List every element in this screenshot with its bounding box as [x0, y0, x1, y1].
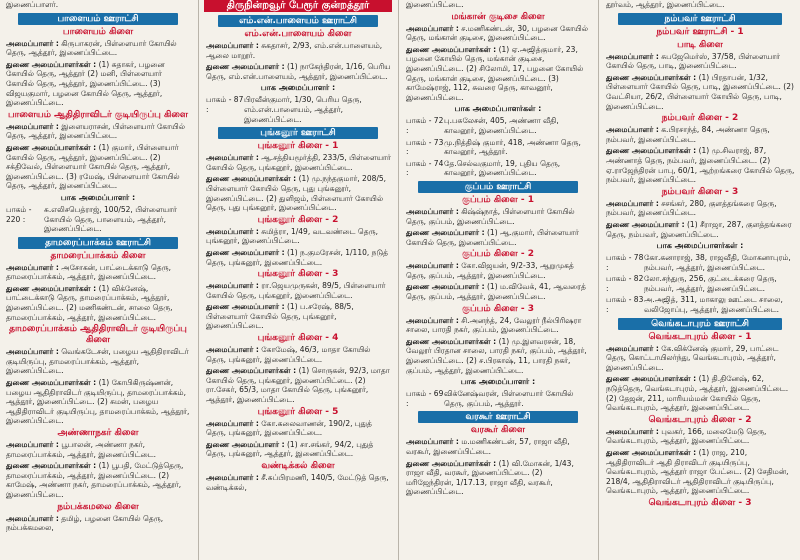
- role-label: அமைப்பாளர் :: [206, 281, 259, 291]
- branch-heading: பாளையம் ஆதிதிராவிடர் குடியிருப்பு கிளை: [7, 109, 189, 120]
- role-label: துணை அமைப்பாளர் :: [206, 62, 285, 72]
- role-label: துணை அமைப்பாளர்கள் :: [6, 142, 97, 152]
- booth-number: பாகம் - 83 :: [606, 295, 644, 315]
- booth-number: பாகம் - 69 :: [406, 389, 444, 408]
- member-entry: [6, 514, 192, 533]
- role-label: துணை அமைப்பாளர்கள் :: [606, 374, 697, 384]
- role-label: துணை அமைப்பாளர்கள் :: [406, 336, 497, 346]
- member-details: வெங்கடேசன், பழைய ஆதிதிராவிடர் குடியிருப்பு, தாமரைப்பாக்கம், ஆத்தூர், இணைப்பிட்டை.: [6, 347, 189, 376]
- member-entry: [606, 374, 796, 412]
- member-entry: [206, 153, 392, 172]
- role-label: துணை அமைப்பாளர்கள் :: [6, 461, 97, 471]
- member-entry: [406, 228, 592, 247]
- member-entry: [606, 220, 796, 239]
- member-details: ம.மணிகண்டன், 57, ராஜா வீதி, வரகூர், இணைப்பிட்டை.: [406, 437, 570, 456]
- member-entry: [606, 427, 796, 446]
- member-details: (1) மு.இளவரசன், 18, வேலூர் பிரதான சாலை, பாரதி நகர், குப்பம், ஆத்தூர், இணைப்பிட்டை. (2) ச.பிரகாஷ், 11, பாரதி நகர், குப்பம், ஆத்தூர், இணைப்பிட்டை.: [406, 336, 587, 375]
- group-label: பாக அமைப்பாளர்கள் :: [454, 104, 542, 114]
- role-label: அமைப்பாளர் :: [406, 206, 459, 216]
- member-details: (1) வி.மோகன், 1/43, ராஜா வீதி, வரகூர், இணைப்பிட்டை. (2) மரிஜேந்திரன், 1/17.13, ராஜா வீதி, வரகூர், இணைப்பிட்டை.: [406, 458, 574, 497]
- role-label: அமைப்பாளர் :: [206, 153, 259, 163]
- panchayat-heading: வரகூர் ஊராட்சி: [418, 411, 578, 423]
- role-label: துணை அமைப்பாளர்கள் :: [6, 283, 97, 293]
- member-entry: [606, 448, 796, 496]
- member-details: க.பிரசாந்த், 84, அண்ணா தெரு, நம்பவர், இணைப்பிட்டை.: [606, 125, 770, 144]
- panchayat-heading: பாளையம் ஊராட்சி: [18, 13, 178, 25]
- branch-heading: மங்கான் குடிசை கிளை: [451, 11, 545, 22]
- column-2: [200, 0, 396, 560]
- booth-number: பாகம் - 78 :: [606, 253, 644, 272]
- booth-entry: [406, 116, 592, 135]
- role-label: துணை அமைப்பாளர் :: [206, 439, 285, 449]
- booth-details: விக்னேஷ்வரன், பிள்ளையார் கோயில் தெரு, குப்பம், ஆத்தூர்.: [444, 389, 574, 408]
- branch-heading: புங்கனூர் கிளை - 1: [257, 141, 339, 152]
- member-entry: [606, 0, 796, 10]
- role-label: அமைப்பாளர் :: [206, 345, 259, 355]
- booth-details: தே.செல்வகுமார், 19, புதிய தெரு, காவனூர், இணைப்பிட்டை.: [444, 158, 561, 178]
- member-details: இணைப்பிட்டை.: [406, 0, 464, 9]
- member-entry: [606, 52, 796, 71]
- member-entry: [206, 248, 392, 267]
- booth-number: பாகம் - 74 :: [406, 158, 444, 178]
- member-details: கோமேஷ், 46/3, மாதா கோயில் தெரு, புங்கனூர், இணைப்பிட்டை.: [206, 345, 371, 364]
- column-divider: [598, 0, 599, 560]
- branch-heading: புங்கனூர் கிளை - 4: [257, 333, 339, 344]
- member-details: புவகர், 166, மலைமேடு தெரு, வெங்கடாபுரம், ஆத்தூர், இணைப்பிட்டை.: [606, 426, 767, 446]
- booth-details: மு.நித்திஷ் குமார், 418, அண்ணா தெரு, காவனூர், ஆத்தூர்.: [444, 137, 581, 157]
- role-label: அமைப்பாளர் :: [206, 226, 259, 236]
- branch-heading: புங்கனூர் கிளை - 2: [257, 214, 339, 225]
- role-label: துணை அமைப்பாளர் :: [606, 219, 685, 229]
- member-entry: [6, 39, 192, 58]
- member-entry: [6, 60, 192, 108]
- role-label: துணை அமைப்பாளர் :: [206, 247, 285, 257]
- branch-heading: நம்பவர் கிளை - 3: [661, 186, 739, 197]
- role-label: துணை அமைப்பாளர்கள் :: [606, 448, 697, 457]
- member-details: சுகதாசர், 2/93, எம்.என்.பாளையம், ஆலை மாறூர்.: [206, 41, 383, 60]
- role-label: அமைப்பாளர் :: [6, 38, 59, 48]
- member-entry: [606, 73, 796, 111]
- role-label: துணை அமைப்பாளர் :: [406, 282, 485, 292]
- branch-heading: புங்கனூர் கிளை - 3: [257, 269, 339, 280]
- role-label: அமைப்பாளர் :: [206, 418, 259, 428]
- role-label: அமைப்பாளர் :: [406, 437, 459, 447]
- member-details: (1) பூபதி, மேட்டுத்தெரு, தாமரைப்பாக்கம், ஆத்தூர், இணைப்பிட்டை. (2) காமேஷ், அண்ணா நகர், தாமரைப்பாக்கம், ஆத்தூர், இணைப்பிட்டை.: [6, 461, 184, 499]
- role-label: அமைப்பாளர் :: [6, 347, 59, 357]
- member-details: சீ.சுப்பிரமணி, 140/5, மேட்டுத் தெரு, வண்டிக்கல்,: [206, 473, 389, 492]
- member-details: கே.விக்னேஷ் குமார், 29, பாட்டை தெரு, கொட்டாயிலர்ந்து, வெங்கடாபுரம், ஆத்தூர், இணைப்பிட்டை.: [606, 343, 779, 372]
- member-entry: [6, 143, 192, 191]
- branch-heading: குப்பம் கிளை - 3: [462, 303, 534, 314]
- role-label: துணை அமைப்பாளர்கள் :: [406, 458, 497, 468]
- role-label: அமைப்பாளர் :: [606, 198, 659, 208]
- role-label: துணை அமைப்பாளர்கள் :: [406, 44, 497, 54]
- panchayat-heading: புங்கனூர் ஊராட்சி: [218, 127, 378, 139]
- member-entry: [6, 0, 192, 10]
- booth-details: பிரவீன்குமார், 1/30, பெரிய தெரு, எம்.என்.பாளையம், ஆத்தூர், இணைப்பிட்டை.: [244, 95, 362, 124]
- branch-heading: எம்.என்.பாளையம் கிளை: [244, 29, 352, 39]
- booth-entry: [6, 205, 192, 234]
- member-entry: [206, 62, 392, 81]
- member-details: (1) ப.சரேஷ், 88/5, பிள்ளையார் கோயில் தெரு, புங்கனூர், இணைப்பிட்டை.: [206, 302, 354, 331]
- column-divider: [198, 0, 199, 560]
- booth-entry: [606, 295, 796, 314]
- role-label: அமைப்பாளர் :: [406, 23, 459, 33]
- branch-heading: வண்டிக்கல் கிளை: [261, 461, 335, 471]
- booth-entry: [606, 253, 796, 272]
- booth-details: பு.பசுலேசன், 405, அண்ணா வீதி, காவனூர், இணைப்பிட்டை.: [444, 116, 559, 135]
- member-details: (1) ராஜ, 210, ஆதிதிராவிடர் ஆதி திராவிடர் குடியிருப்பு, வெங்கடாபுரம், ஆத்தூர் ராஜா பேட்டை. (2) சேதிமன், 218/4, ஆதிதிராவிடர் ஆதிதிராவிடர் குடியிருப்பு, வெங்கடாபுரம், ஆத்தூர், இணைப்பிட்டை.: [606, 448, 789, 496]
- member-details: (1) சா.சங்கர், 94/2, புதுத் தெரு, புங்கனூர், ஆத்தூர், இணைப்பிட்டை.: [206, 439, 374, 459]
- panchayat-heading: தாமரைப்பாக்கம் ஊராட்சி: [18, 237, 178, 249]
- member-entry: [406, 282, 592, 301]
- panchayat-heading: வெங்கடாபுரம் ஊராட்சி: [618, 318, 782, 330]
- member-entry: [406, 337, 592, 375]
- role-label: அமைப்பாளர் :: [6, 513, 59, 523]
- booth-entry: [206, 95, 392, 124]
- booth-number: பாகம் - 72 :: [406, 116, 444, 135]
- booth-details: கோ.கனாராஜ், 38, ராஜவீதி, மோகனாபுரம், நம்பவர், ஆத்தூர், இணைப்பிட்டை.: [644, 253, 791, 272]
- branch-heading: பாளையம் கிளை: [62, 26, 134, 37]
- member-details: தூர்வம், ஆத்தூர், இணைப்பிட்டை.: [606, 0, 725, 9]
- role-label: அமைப்பாளர் :: [6, 262, 59, 272]
- booth-entry: [406, 389, 592, 408]
- group-label: பாக அமைப்பாளர் :: [260, 83, 336, 93]
- role-label: அமைப்பாளர் :: [606, 51, 659, 61]
- member-entry: [6, 263, 192, 282]
- member-entry: [206, 281, 392, 300]
- member-entry: [206, 227, 392, 246]
- member-details: பூபாலன், அண்ணா நகர், தாமரைப்பாக்கம், ஆத்தூர், இணைப்பிட்டை.: [6, 440, 157, 459]
- role-label: துணை அமைப்பாளர்கள் :: [6, 59, 97, 69]
- member-details: ரா.ஜெயமுருகன், 89/5, பிள்ளையார் கோயில் தெரு, புங்கனூர், இணைப்பிட்டை.: [206, 281, 386, 300]
- booth-details: அ.அஜித், 311, மாகாலு ஊட்டை சாலை, வலிஜோப்பு, ஆத்தூர், இணைப்பிட்டை.: [644, 295, 783, 315]
- branch-heading: புங்கனூர் கிளை - 5: [257, 406, 339, 417]
- booth-details: சு.எலிசபெத்ராஜ், 100/52, பிள்ளையார் கோயில் தெரு, பாளையம், ஆத்தூர், இணைப்பிட்டை.: [44, 204, 177, 234]
- section-banner: திருநின்றவூர் பேரூர் குன்றத்தூர்: [204, 0, 392, 12]
- member-entry: [206, 41, 392, 60]
- member-details: இணைப்பாளர்.: [6, 0, 59, 9]
- member-entry: [6, 440, 192, 459]
- role-label: துணை அமைப்பாளர்கள் :: [6, 378, 97, 388]
- role-label: துணை அமைப்பாளர்கள் :: [606, 146, 697, 156]
- role-label: அமைப்பாளர் :: [206, 41, 259, 50]
- role-label: துணை அமைப்பாளர்கள் :: [206, 174, 297, 184]
- member-entry: [6, 347, 192, 376]
- panchayat-heading: எம்.என்.பாளையம் ஊராட்சி: [218, 15, 378, 27]
- branch-heading: தாமரைப்பாக்கம் கிளை: [50, 250, 146, 261]
- member-entry: [406, 45, 592, 103]
- booth-number: பாகம் - 73 :: [406, 137, 444, 157]
- member-entry: [6, 122, 192, 141]
- role-label: துணை அமைப்பாளர் :: [206, 302, 285, 312]
- member-details: (1) விக்னேஷ், பாட்டைக்காடு தெரு, தாமரைப்பாக்கம், ஆத்தூர், இணைப்பிட்டை. (2) மணிகண்டன், சாலை தெரு, தாமரைப்பாக்கம், ஆத்தூர், இணைப்பிட்டை.: [6, 283, 173, 322]
- role-label: அமைப்பாளர் :: [6, 440, 59, 449]
- member-details: (1) மு.நந்தகுமார், 208/5, பிள்ளையார் கோயில் தெரு, புது புங்கனூர், இணைப்பிட்டை. (2) துளிஜம், பிள்ளையார் கோயில் தெரு, புது புங்கனூர், இணைப்பிட்டை.: [206, 174, 387, 213]
- role-label: அமைப்பாளர் :: [206, 473, 259, 482]
- member-entry: [606, 344, 796, 373]
- member-entry: [606, 125, 796, 144]
- branch-heading: வரகூர் கிளை: [470, 425, 526, 436]
- role-label: அமைப்பாளர் :: [606, 125, 659, 135]
- member-details: (1) ம.விவேக், 41, ஆவரைத் தெரு, குப்பம், ஆத்தூர், இணைப்பிட்டை.: [406, 282, 586, 302]
- member-entry: [406, 24, 592, 43]
- branch-heading: நம்பக்கமலை கிளை: [57, 501, 139, 512]
- member-entry: [606, 199, 796, 218]
- member-details: சுபஜேமெர்ஸ், 37/58, பிள்ளையார் கோயில் தெரு, பாடி, இணைப்பிட்டை.: [606, 51, 781, 71]
- member-details: ஆ.சத்தியமூர்த்தி, 233/5, பிள்ளையார் கோயில் தெரு, புங்கனூர், இணைப்பிட்டை.: [206, 153, 391, 172]
- group-label: பாக அமைப்பாளர் :: [60, 192, 136, 202]
- member-entry: [6, 284, 192, 322]
- branch-heading: நம்பவர் கிளை - 2: [661, 113, 739, 124]
- member-entry: [206, 366, 392, 404]
- member-entry: [406, 261, 592, 280]
- member-details: (1) நாகேந்திரன், 1/16, பெரிய தெரு, எம்.என்.பாளையம், ஆத்தூர், இணைப்பிட்டை.: [206, 62, 391, 81]
- member-details: (1) குமார், பிள்ளையார் கோயில் தெரு, ஆத்தூர், இணைப்பிட்டை. (2) சக்திவேல், பிள்ளையார் கோயில் தெரு, ஆத்தூர், இணைப்பிட்டை. (3) ரமேஷ், பிள்ளையார் கோயில் தெரு, ஆத்தூர், இணைப்பிட்டை.: [6, 142, 180, 191]
- branch-heading: பாடி கிளை: [677, 39, 723, 50]
- member-entry: [206, 302, 392, 331]
- member-details: (1) ஆ.குமார், பிள்ளையார் கோயில் தெரு, இணைப்பிட்டை.: [406, 228, 579, 247]
- member-entry: [606, 146, 796, 184]
- member-entry: [406, 316, 592, 335]
- member-entry: [406, 459, 592, 497]
- member-details: (1) சீராஜா, 287, குளத்தங்கரை தெரு, நம்பவர், இணைப்பிட்டை.: [606, 219, 792, 239]
- branch-heading: குப்பம் கிளை - 2: [462, 249, 534, 260]
- booth-details: லோ.சந்துரு, 256, குட்டைக்கரை தெரு, நம்பவர், ஆத்தூர், இணைப்பிட்டை.: [644, 274, 777, 293]
- member-entry: [206, 174, 392, 212]
- member-details: அசோகன், பாட்டைக்காடு தெரு, தாமரைப்பாக்கம், ஆத்தூர், இணைப்பிட்டை.: [6, 262, 172, 282]
- member-details: (1) ந.குமரேசன், 1/110, நடுத் தெரு, புங்கனூர், இணைப்பிட்டை.: [206, 247, 389, 267]
- member-entry: [206, 345, 392, 364]
- booth-entry: [606, 274, 796, 293]
- member-entry: [406, 437, 592, 456]
- branch-heading: தாமரைப்பாக்கம் ஆதிதிராவிடர் குடியிருப்பு கிளை: [9, 324, 187, 346]
- column-1: [0, 0, 196, 560]
- branch-heading: குப்பம் கிளை - 1: [462, 194, 534, 205]
- member-entry: [6, 378, 192, 426]
- member-details: தமிழ், பழனை கோயில் தெரு, நம்பக்கமலை,: [6, 513, 164, 533]
- member-entry: [206, 419, 392, 438]
- member-entry: [6, 461, 192, 499]
- panchayat-heading: குப்பம் ஊராட்சி: [418, 181, 578, 193]
- role-label: துணை அமைப்பாளர் :: [406, 228, 485, 238]
- branch-heading: வெங்கடாபுரம் கிளை - 3: [648, 497, 752, 508]
- panchayat-heading: நம்பவர் ஊராட்சி: [618, 13, 782, 25]
- branch-heading: வெங்கடாபுரம் கிளை - 2: [648, 414, 752, 425]
- group-label: பாக அமைப்பாளர் :: [460, 377, 536, 387]
- booth-number: பாகம் - 82 :: [606, 274, 644, 293]
- member-details: இளையராசன், பிள்ளையார் கோயில் தெரு, ஆத்தூர், இணைப்பிட்டை.: [6, 121, 185, 141]
- member-details: (1) மு.சிவராஜ், 87, அண்ணாத் தெரு, நம்பவர், இணைப்பிட்டை. (2) ஏ.ராஜேந்திரன் பாபு, 60/1, ஆற்றங்கரை கோயில் தெரு, நம்பவர், இணைப்பிட்டை.: [606, 146, 795, 185]
- member-details: சுமித்ரா, 1/49, வடவண்டை தெரு, புங்கனூர், இணைப்பிட்டை.: [206, 226, 378, 246]
- role-label: அமைப்பாளர் :: [606, 426, 659, 436]
- member-details: (1) கோபிகிருஷ்ணன், பழைய ஆதிதிராவிடர் குடியிருப்பு, தாமரைப்பாக்கம், ஆத்தூர், இணைப்பிட்டை. (2) சுமன், பழைய ஆதிதிராவிடர் குடியிருப்பு, தாமரைப்பாக்கம், ஆத்தூர், இணைப்பிட்டை.: [6, 378, 190, 426]
- member-details: சி.அனந்த், 24, வேலூர் நீல்பிரிஷரா சாலை, பாரதி நகர், குப்பம், இணைப்பிட்டை.: [406, 315, 582, 335]
- column-divider: [398, 0, 399, 560]
- member-entry: [206, 440, 392, 459]
- booth-number: பாகம் - 87 :: [206, 95, 244, 114]
- member-details: சசங்கர், 280, குளத்தங்கரை தெரு, நம்பவர், இணைப்பிட்டை.: [606, 198, 777, 218]
- column-3: [400, 0, 596, 560]
- member-details: கோ.கலைவாணன், 190/2, புதுத் தெரு, புங்கனூர், இணைப்பிட்டை.: [206, 418, 372, 438]
- member-details: கோ.விஜயன், 9/2-33, ஆறுமுகத் தெரு, குப்பம், ஆத்தூர், இணைப்பிட்டை.: [406, 261, 574, 280]
- role-label: அமைப்பாளர் :: [6, 121, 59, 131]
- member-details: (1) சொருகன், 92/3, மாதா கோயில் தெரு, புங்கனூர், இணைப்பிட்டை. (2) ரா.சேகர், 65/3, மாதா கோயில் தெரு, புங்கனூர், ஆத்தூர், இணைப்பிட்டை.: [206, 366, 390, 405]
- branch-heading: வெங்கடாபுரம் கிளை - 1: [648, 331, 752, 342]
- role-label: அமைப்பாளர் :: [406, 315, 459, 325]
- booth-number: பாகம் - 220 :: [6, 204, 32, 224]
- member-details: கிருபாகரன், பிள்ளையார் கோயில் தெரு, ஆத்தூர், இணைப்பிட்டை.: [6, 38, 177, 58]
- member-details: (1) ஏ.அஜித்குமார், 23, பழனை கோயில் தெரு, மங்கான் குடிசை, இணைப்பிட்டை. (2) சிலோமி, 17, பழனை கோயில் தெரு, மங்கான் குடிசை, இணைப்பிட்டை. (3) காமேஷ்ராஜ், 112, சுவரை தெரு, காவனூர், இணைப்பிட்டை.: [406, 44, 584, 102]
- booth-entry: [406, 159, 592, 178]
- column-4: [600, 0, 800, 560]
- member-details: (1) தி.தினேஷ், 62, நடுத்தெரு, வெங்கடாபுரம், ஆத்தூர், இணைப்பிட்டை. (2) தேஜன், 211, மாரியம்மன் கோயில் தெரு, வெங்கடாபுரம், ஆத்தூர், இணைப்பிட்டை.: [606, 374, 789, 413]
- branch-heading: நம்பவர் ஊராட்சி - 1: [656, 26, 744, 37]
- member-details: (1) பிரதாபன், 1/32, பிள்ளையார் கோயில் தெரு, பாடி, இணைப்பிட்டை. (2) வேட்சியா, 26/2, பிள்ளையார் கோயில் தெரு, பாடி, இணைப்பிட்டை.: [606, 72, 794, 111]
- role-label: அமைப்பாளர் :: [606, 343, 659, 353]
- member-details: ச.மணிகண்டன், 30, பழனை கோயில் தெரு, மங்கான் குடிசை, இணைப்பிட்டை.: [406, 23, 588, 43]
- branch-heading: அண்ணாநகர் கிளை: [57, 428, 139, 438]
- group-label: பாக அமைப்பாளர்கள் :: [656, 241, 744, 251]
- booth-entry: [406, 138, 592, 157]
- role-label: துணை அமைப்பாளர்கள் :: [206, 366, 297, 376]
- role-label: துணை அமைப்பாளர்கள் :: [606, 72, 697, 82]
- member-entry: [406, 207, 592, 226]
- role-label: அமைப்பாளர் :: [406, 261, 459, 271]
- member-entry: [406, 0, 592, 10]
- member-details: (1) சுதாகர், பழனை கோயில் தெரு, ஆத்தூர் (2) மனி, பிள்ளையார் கோயில் தெரு, ஆத்தூர், இணைப்பிட்டை. (3) விஜயகுமார், பழனை கோயில் தெரு, ஆத்தூர், இணைப்பிட்டை.: [6, 59, 165, 108]
- member-details: கிஷ்ஷ்நாத், பிள்ளையார் கோயில் தெரு, குப்பம், இணைப்பிட்டை.: [406, 206, 575, 226]
- member-entry: [206, 473, 392, 492]
